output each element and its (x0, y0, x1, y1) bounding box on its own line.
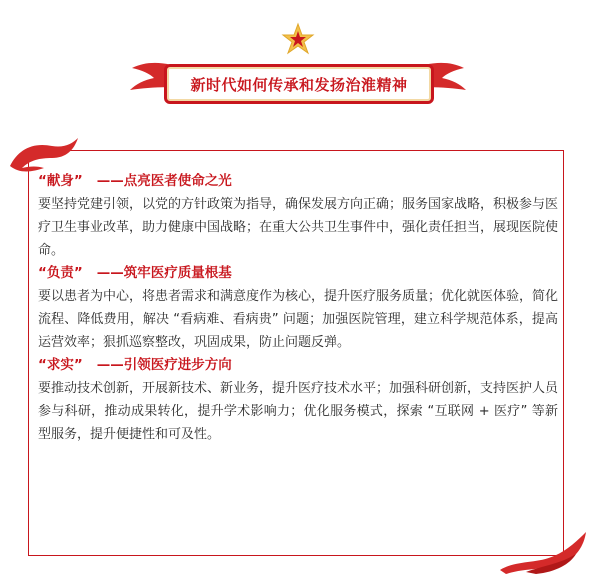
section-text: 要推动技术创新，开展新技术、新业务，提升医疗技术水平；加强科研创新，支持医护人员参与科研，推动成果转化，提升学术影响力；优化服务模式，探索 “互联网 + 医疗” 等新型服务，提升便捷性和可及性。 (38, 381, 559, 442)
section-text: 要坚持党建引领，以党的方针政策为指导，确保发展方向正确；服务国家战略，积极参与医疗卫生事业改革，助力健康中国战略；在重大公共卫生事件中，强化责任担当，展现医院使命。 (38, 197, 559, 258)
section-fuze (38, 262, 558, 354)
section-subtitle: ——引领医疗进步方向 (96, 357, 232, 373)
section-qiushi (38, 354, 558, 446)
title-banner (128, 56, 468, 110)
section-xianshen (38, 170, 558, 262)
content-body (38, 170, 558, 446)
section-keyword: “负责” (38, 265, 83, 281)
flag-bottom-right-icon (496, 530, 592, 574)
section-subtitle: ——筑牢医疗质量根基 (96, 265, 232, 281)
section-keyword: “求实” (38, 357, 83, 373)
banner-title: 新时代如何传承和发扬治淮精神 (190, 75, 408, 94)
section-keyword: “献身” (38, 173, 83, 189)
section-heading (38, 170, 558, 193)
section-subtitle: ——点亮医者使命之光 (96, 173, 232, 189)
section-heading (38, 262, 558, 285)
section-text: 要以患者为中心，将患者需求和满意度作为核心，提升医疗服务质量；优化就医体验，简化流程、降低费用，解决 “看病难、看病贵” 问题；加强医院管理，建立科学规范体系，提高运营效率；狠抓巡察整改，巩固成果，防止问题反弹。 (38, 289, 559, 350)
star-icon (281, 22, 315, 56)
banner-box (164, 64, 434, 104)
section-heading (38, 354, 558, 377)
